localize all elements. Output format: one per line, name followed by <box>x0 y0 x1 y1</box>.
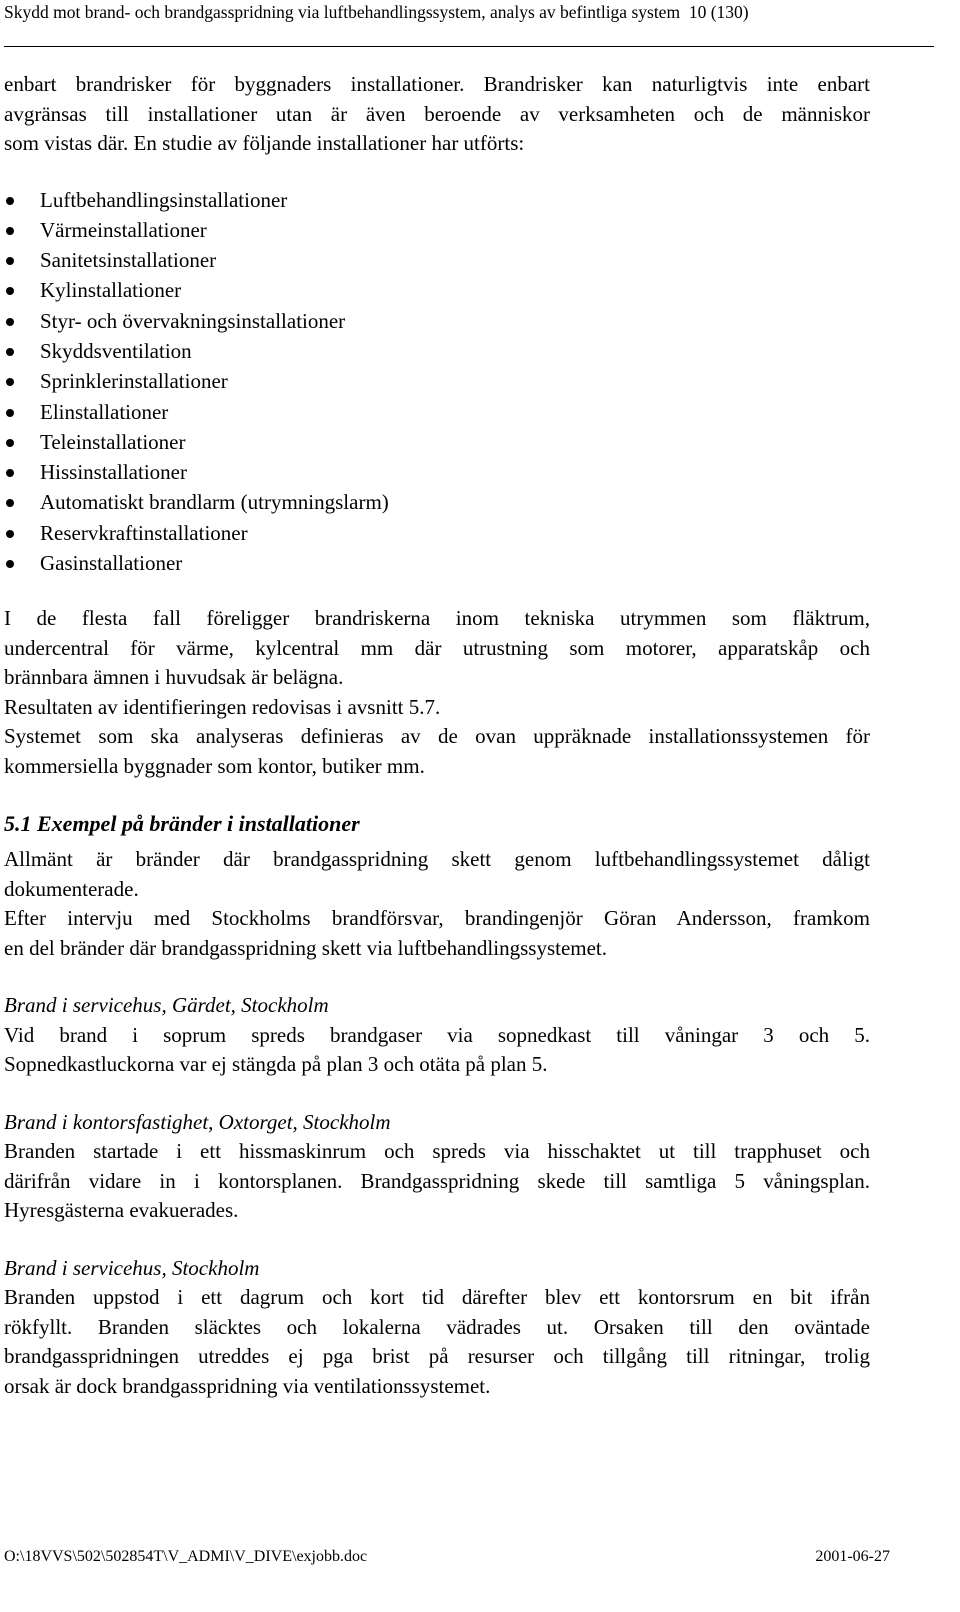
list-item: Sprinklerinstallationer <box>4 366 870 396</box>
case-line: rökfyllt. Branden släcktes och lokalerna vädrades ut. Orsaken till den oväntade <box>4 1314 870 1339</box>
case-line: Sopnedkastluckorna var ej stängda på plan 3 och otäta på plan 5. <box>4 1052 548 1077</box>
bullet-icon <box>6 469 14 477</box>
page-body <box>4 70 870 1401</box>
section-p2-line-1: Efter intervju med Stockholms brandförsvar, brandingenjör Göran Andersson, framkom <box>4 906 870 931</box>
installations-list <box>4 185 870 579</box>
risk-line-3: brännbara ämnen i huvudsak är belägna. <box>4 665 344 690</box>
case-title: Brand i kontorsfastighet, Oxtorget, Stockholm <box>4 1109 391 1134</box>
bullet-icon <box>6 409 14 417</box>
bullet-icon <box>6 378 14 386</box>
bullet-icon <box>6 318 14 326</box>
page-header <box>4 0 934 47</box>
system-line-1: Systemet som ska analyseras definieras av de ovan uppräknade installationssystemen för <box>4 724 870 749</box>
bullet-icon <box>6 560 14 568</box>
list-item: Styr- och övervakningsinstallationer <box>4 306 870 336</box>
section-p2-line-2: en del bränder där brandgasspridning skett via luftbehandlingssystemet. <box>4 935 608 960</box>
case-line: Branden uppstod i ett dagrum och kort tid därefter blev ett kontorsrum en bit ifrån <box>4 1285 870 1310</box>
case-title: Brand i servicehus, Stockholm <box>4 1255 260 1280</box>
list-item: Sanitetsinstallationer <box>4 245 870 275</box>
bullet-icon <box>6 499 14 507</box>
bullet-icon <box>6 197 14 205</box>
list-item: Värmeinstallationer <box>4 215 870 245</box>
system-line-2: kommersiella byggnader som kontor, butiker mm. <box>4 753 425 778</box>
intro-line-2: avgränsas till installationer utan är även beroende av verksamheten och de människor <box>4 101 870 126</box>
bullet-icon <box>6 439 14 447</box>
bullet-icon <box>6 257 14 265</box>
list-item: Automatiskt brandlarm (utrymningslarm) <box>4 487 870 517</box>
footer-date: 2001-06-27 <box>815 1548 890 1565</box>
bullet-icon <box>6 530 14 538</box>
section-p1-line-1: Allmänt är bränder där brandgasspridning skett genom luftbehandlingssystemet dåligt <box>4 847 870 872</box>
case-line: Vid brand i soprum spreds brandgaser via sopnedkast till våningar 3 och 5. <box>4 1022 870 1047</box>
section-p1-line-2: dokumenterade. <box>4 876 139 901</box>
list-item: Elinstallationer <box>4 397 870 427</box>
list-item: Teleinstallationer <box>4 427 870 457</box>
bullet-icon <box>6 227 14 235</box>
risk-line-1: I de flesta fall föreligger brandriskerna inom tekniska utrymmen som fläktrum, <box>4 606 870 631</box>
section-heading: 5.1 Exempel på bränder i installationer <box>4 811 360 837</box>
list-item: Reservkraftinstallationer <box>4 518 870 548</box>
header-title: Skydd mot brand- och brandgasspridning via luftbehandlingssystem, analys av befintliga system <box>4 2 681 22</box>
intro-line-1: enbart brandrisker för byggnaders installationer. Brandrisker kan naturligtvis inte enbart <box>4 72 870 96</box>
risk-line-2: undercentral för värme, kylcentral mm där utrustning som motorer, apparatskåp och <box>4 635 870 660</box>
case-line: Branden startade i ett hissmaskinrum och spreds via hisschaktet ut till trapphuset och <box>4 1139 870 1164</box>
bullet-icon <box>6 348 14 356</box>
case-line: brandgasspridningen utreddes ej pga brist på resurser och tillgång till ritningar, trolig <box>4 1344 870 1369</box>
case-line: därifrån vidare in i kontorsplanen. Brandgasspridning skede till samtliga 5 våningsplan. <box>4 1168 870 1193</box>
list-item: Skyddsventilation <box>4 336 870 366</box>
case-title: Brand i servicehus, Gärdet, Stockholm <box>4 993 329 1018</box>
list-item: Luftbehandlingsinstallationer <box>4 185 870 215</box>
bullet-icon <box>6 287 14 295</box>
intro-line-3: som vistas där. En studie av följande installationer har utförts: <box>4 131 525 155</box>
header-text <box>4 0 749 24</box>
list-item: Kylinstallationer <box>4 275 870 305</box>
case-line: Hyresgästerna evakuerades. <box>4 1198 239 1223</box>
list-item: Hissinstallationer <box>4 457 870 487</box>
header-page-number: 10 (130) <box>688 2 749 22</box>
results-line: Resultaten av identifieringen redovisas i avsnitt 5.7. <box>4 694 441 719</box>
list-item: Gasinstallationer <box>4 548 870 578</box>
footer-file-path: O:\18VVS\502\502854T\V_ADMI\V_DIVE\exjobb.doc <box>4 1548 368 1565</box>
case-line: orsak är dock brandgasspridning via ventilationssystemet. <box>4 1373 491 1398</box>
